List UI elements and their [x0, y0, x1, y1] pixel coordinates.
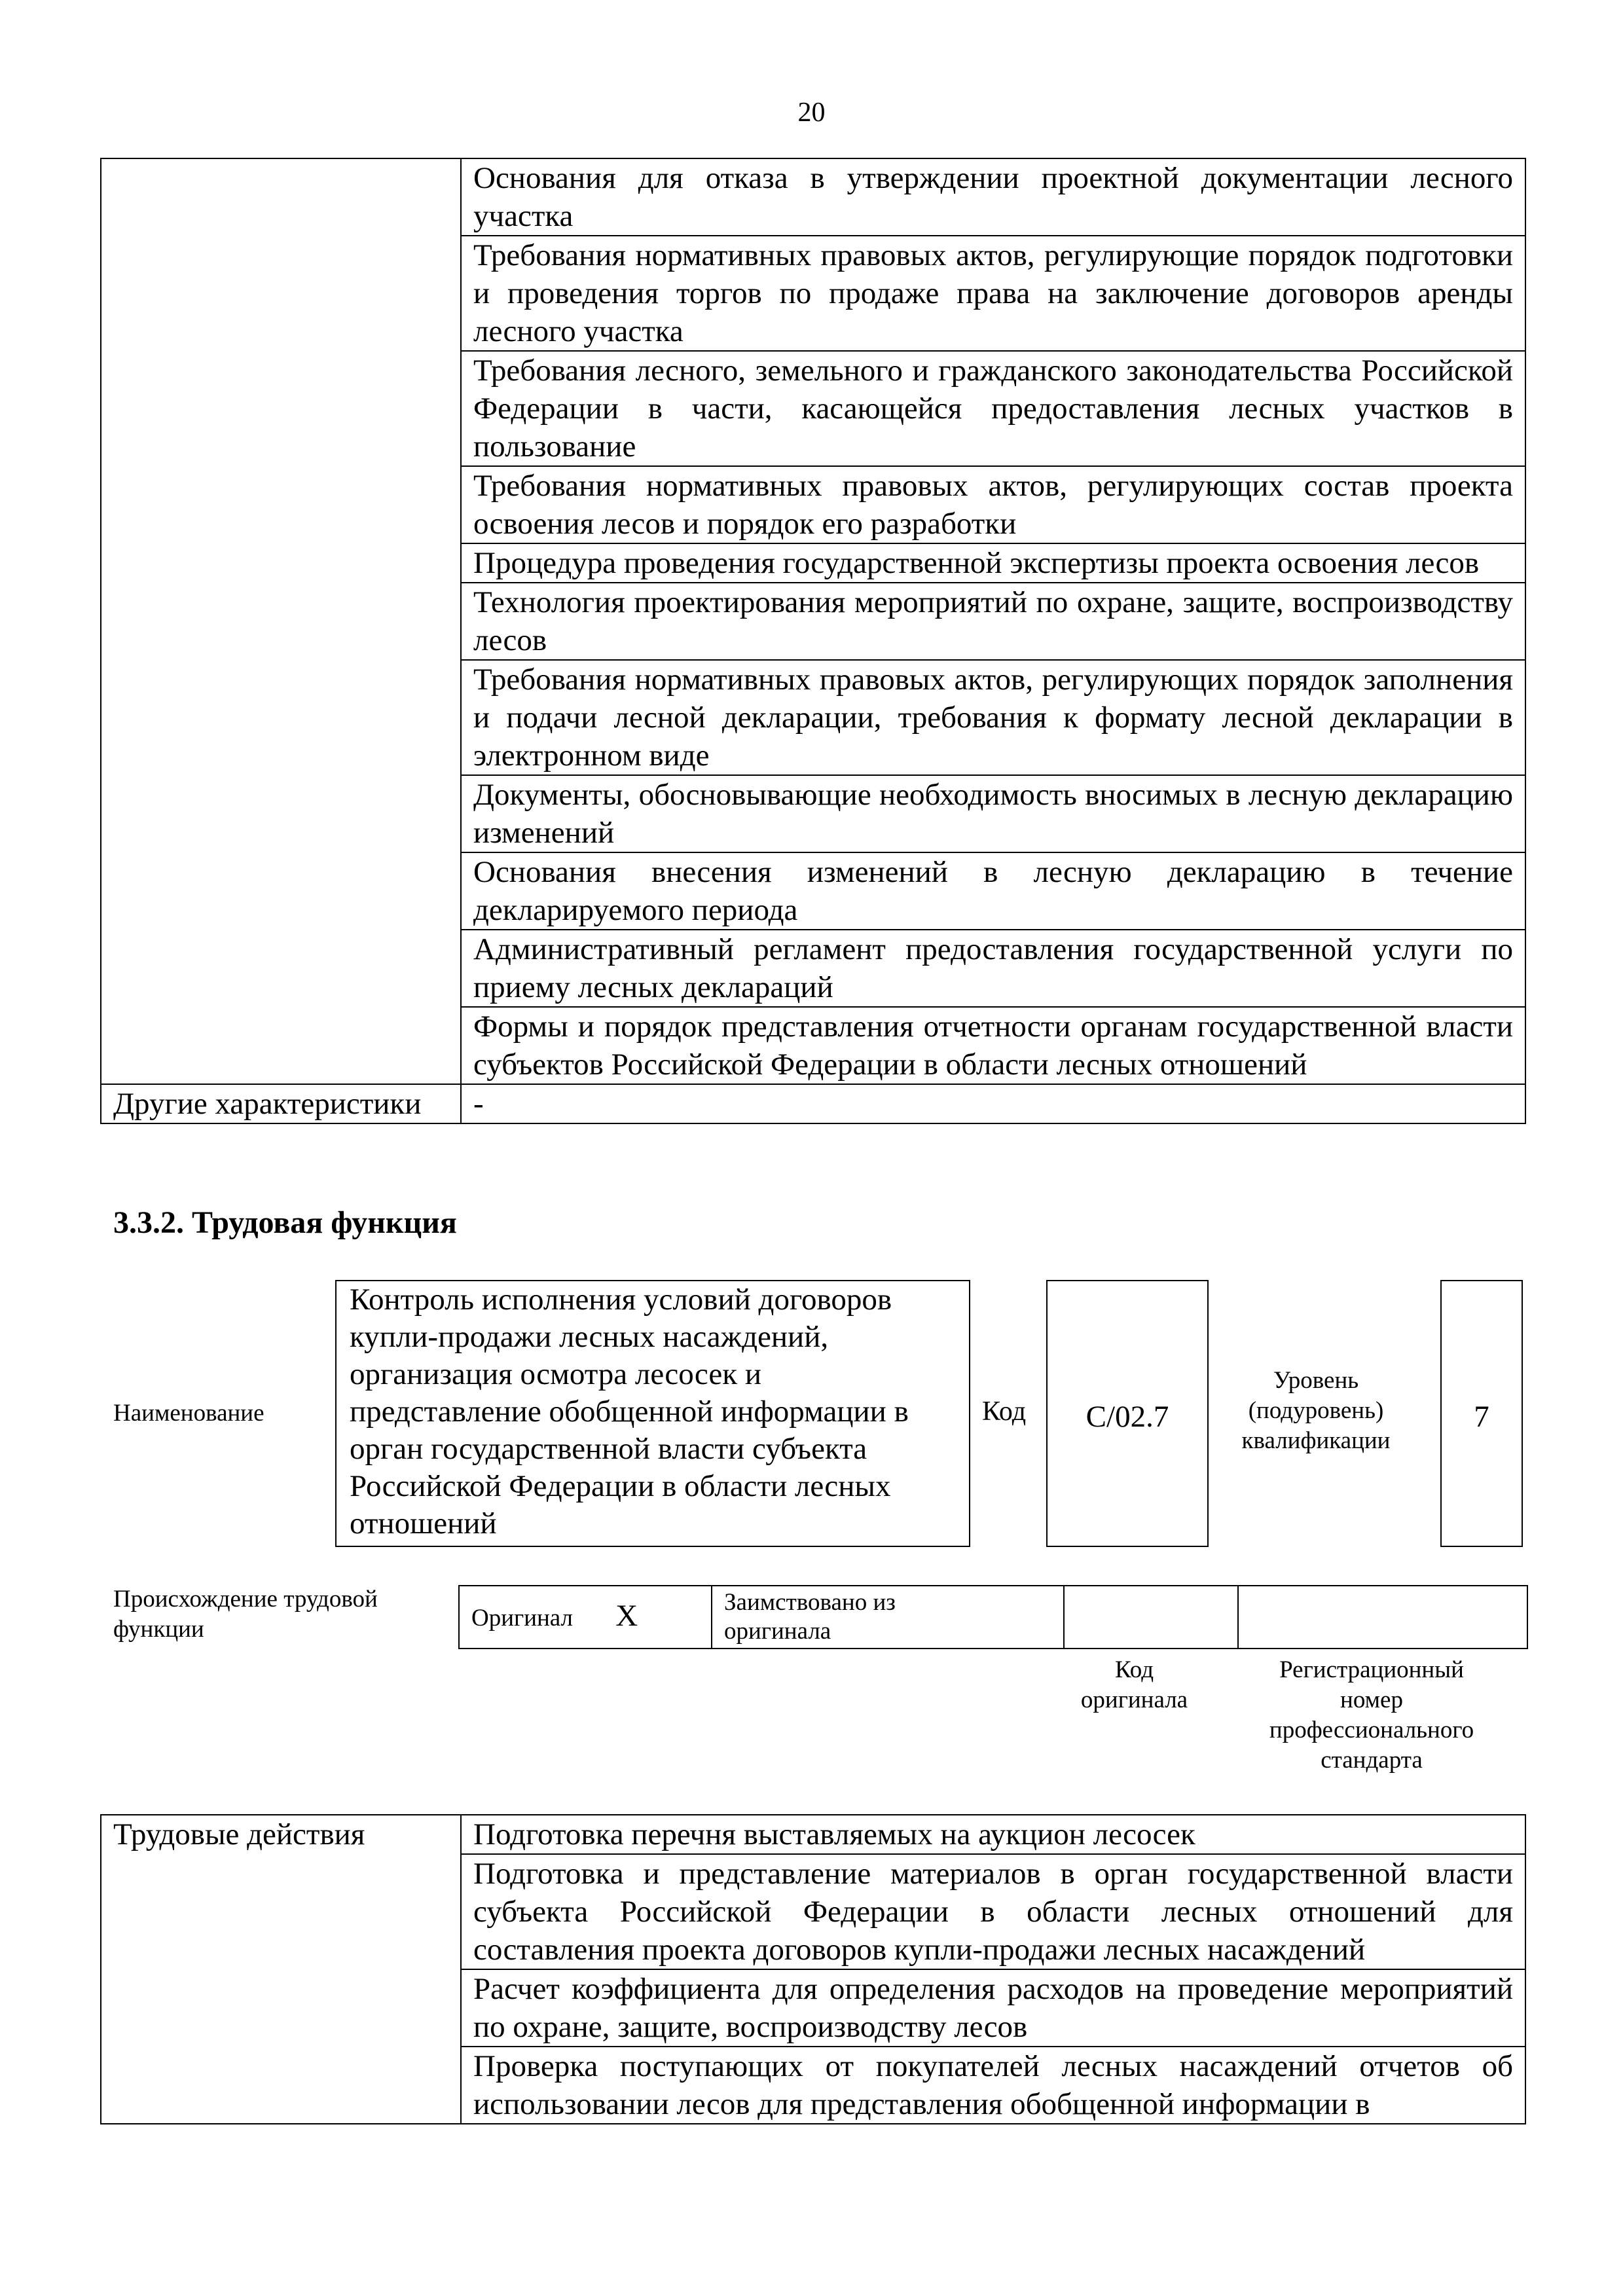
section-heading: 3.3.2. Трудовая функция [113, 1205, 457, 1240]
action-cell: Подготовка перечня выставляемых на аукцион лесосек [461, 1815, 1525, 1854]
caption-line: оригинала [1080, 1686, 1188, 1713]
borrowed-cell [712, 1586, 1064, 1649]
requirement-cell: Формы и порядок представления отчетности органам государственной власти субъектов Российской Федерации в области лесных отношений [461, 1007, 1525, 1084]
origin-label-line: функции [113, 1616, 204, 1643]
requirement-cell: Процедура проведения государственной экспертизы проекта освоения лесов [461, 543, 1525, 583]
origin-label-line: Происхождение трудовой [113, 1586, 378, 1613]
requirement-cell: Документы, обосновывающие необходимость вносимых в лесную декларацию изменений [461, 775, 1525, 852]
action-cell: Расчет коэффициента для определения расходов на проведение мероприятий по охране, защите, воспроизводству лесов [461, 1969, 1525, 2047]
code-label: Код [982, 1396, 1027, 1427]
original-cell [459, 1586, 712, 1649]
caption-line: номер [1340, 1686, 1403, 1713]
knowledge-requirements-table [100, 158, 1526, 1124]
caption-line: Регистрационный [1279, 1656, 1464, 1683]
original-code-cell [1064, 1586, 1238, 1649]
registration-number-caption [1218, 1655, 1525, 1776]
labor-actions-table [100, 1814, 1526, 2124]
table-row [101, 158, 1525, 236]
requirement-cell: Требования нормативных правовых актов, регулирующих состав проекта освоения лесов и порядок его разработки [461, 466, 1525, 543]
table-row [101, 1815, 1525, 1854]
requirement-cell: Основания внесения изменений в лесную декларацию в течение декларируемого периода [461, 852, 1525, 930]
function-name-box: Контроль исполнения условий договоров купли-продажи лесных насаждений, организация осмотра лесосек и представление обобщенной информации в орган государственной власти субъекта Российской Федерации в области лесных отношений [335, 1280, 970, 1547]
requirement-cell: Требования нормативных правовых актов, регулирующие порядок подготовки и проведения торгов по продаже права на заключение договоров аренды лесного участка [461, 236, 1525, 351]
requirement-cell: Требования нормативных правовых актов, регулирующих порядок заполнения и подачи лесной декларации, требования к формату лесной декларации в электронном виде [461, 660, 1525, 775]
level-label-line: квалификации [1241, 1427, 1391, 1454]
caption-line: стандарта [1321, 1747, 1423, 1774]
required-knowledge-label-cell [101, 158, 461, 1084]
level-value-box: 7 [1440, 1280, 1523, 1547]
other-characteristics-label: Другие характеристики [101, 1084, 461, 1123]
original-mark: X [615, 1599, 638, 1633]
function-name-label: Наименование [113, 1400, 264, 1427]
requirement-cell: Основания для отказа в утверждении проектной документации лесного участка [461, 158, 1525, 236]
labor-actions-label: Трудовые действия [101, 1815, 461, 2124]
original-label: Оригинал [471, 1605, 574, 1631]
level-label-line: Уровень [1273, 1367, 1359, 1394]
table-row [101, 1084, 1525, 1123]
table-row [459, 1586, 1527, 1649]
action-cell: Проверка поступающих от покупателей лесных насаждений отчетов об использовании лесов для представления обобщенной информации в [461, 2047, 1525, 2124]
requirement-cell: Требования лесного, земельного и гражданского законодательства Российской Федерации в части, касающейся предоставления лесных участков в пользование [461, 351, 1525, 466]
caption-line: профессионального [1269, 1717, 1474, 1743]
requirement-cell: Технология проектирования мероприятий по охране, защите, воспроизводству лесов [461, 583, 1525, 660]
borrowed-label-line: Заимствовано из [724, 1589, 896, 1616]
caption-line: Код [1114, 1656, 1154, 1683]
requirement-cell: Административный регламент предоставления государственной услуги по приему лесных деклараций [461, 930, 1525, 1007]
origin-table [458, 1585, 1528, 1649]
origin-label [113, 1584, 378, 1645]
code-value-box: C/02.7 [1046, 1280, 1209, 1547]
other-characteristics-value: - [461, 1084, 1525, 1123]
level-label-line: (подуровень) [1248, 1397, 1384, 1424]
original-code-caption [1048, 1655, 1221, 1715]
registration-number-cell [1238, 1586, 1527, 1649]
action-cell: Подготовка и представление материалов в орган государственной власти субъекта Российской Федерации в области лесных отношений для составления проекта договоров купли-продажи лесных насаждений [461, 1854, 1525, 1969]
page-number: 20 [797, 98, 826, 128]
level-label [1211, 1366, 1421, 1456]
borrowed-label-line: оригинала [724, 1618, 831, 1645]
